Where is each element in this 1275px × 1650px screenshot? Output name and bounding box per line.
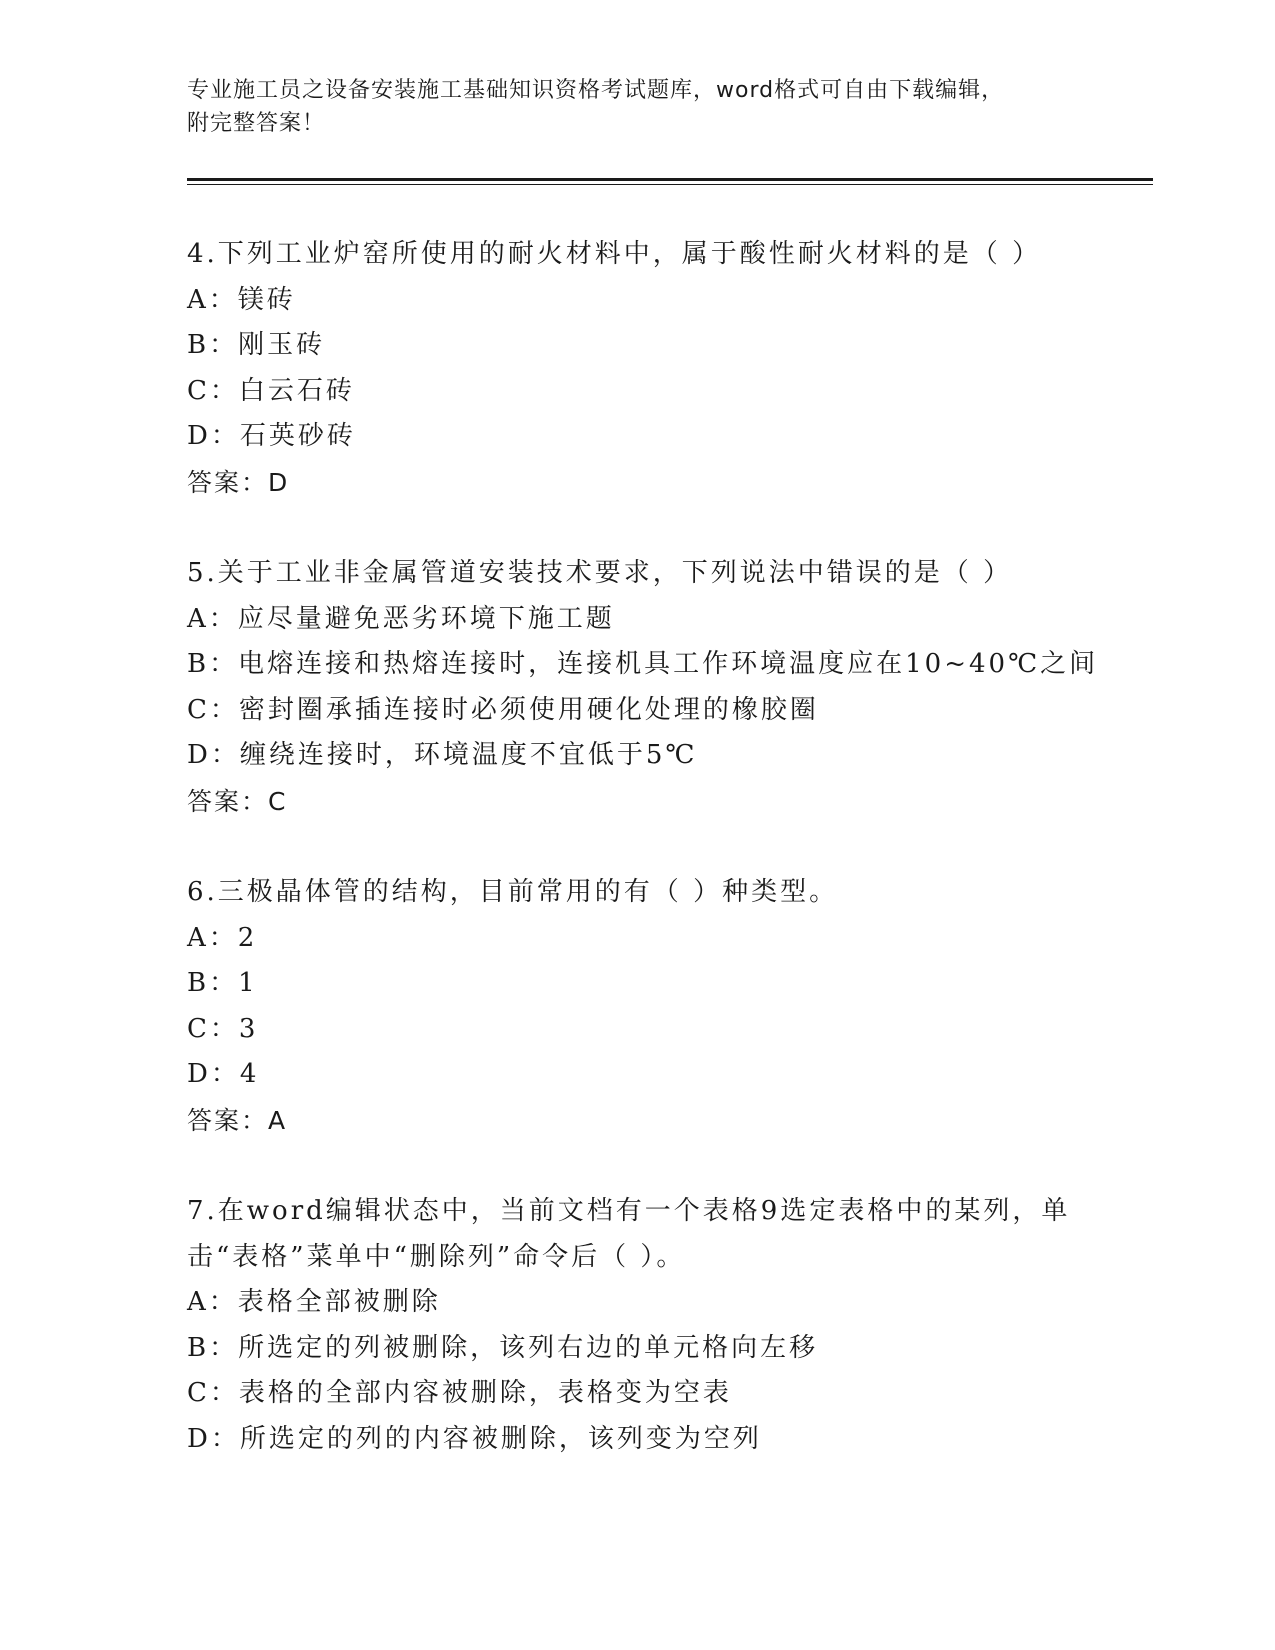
option-text: 应尽量避免恶劣环境下施工题	[237, 603, 615, 634]
option-text: 4	[239, 1059, 260, 1089]
option-a	[187, 597, 1087, 643]
question-6	[187, 870, 1087, 1143]
option-text: 2	[237, 922, 258, 953]
option-d	[187, 1052, 1087, 1098]
option-key: C：	[187, 694, 239, 725]
option-d	[187, 733, 1087, 779]
question-4	[187, 232, 1087, 505]
option-text: 表格全部被删除	[237, 1287, 441, 1317]
option-key: C：	[187, 375, 239, 406]
header-line-2: 附完整答案！	[187, 111, 326, 136]
option-key: B：	[187, 330, 239, 360]
option-b	[187, 961, 1087, 1007]
header-divider-thick	[187, 178, 1153, 181]
header-divider-thin	[187, 184, 1153, 185]
header-line-1: 专业施工员之设备安装施工基础知识资格考试题库，word格式可自由下载编辑，	[187, 78, 1005, 103]
question-7	[187, 1189, 1087, 1462]
option-text: 白云石砖	[238, 375, 355, 406]
option-d	[187, 414, 1087, 460]
option-key: D：	[187, 1423, 240, 1454]
option-key: A：	[187, 922, 238, 953]
question-stem: 6.三极晶体管的结构，目前常用的有（ ）种类型。	[187, 877, 839, 907]
option-text: 密封圈承插连接时必须使用硬化处理的橡胶圈	[238, 694, 819, 725]
option-text: 3	[238, 1013, 259, 1044]
option-key: C：	[187, 1013, 239, 1044]
answer-line: 答案：D	[187, 467, 290, 497]
question-5	[187, 551, 1099, 824]
option-text: 刚玉砖	[238, 330, 326, 360]
option-key: A：	[187, 603, 238, 634]
option-text: 电熔连接和热熔连接时，连接机具工作环境温度应在10~40℃之间	[238, 649, 1099, 679]
option-key: B：	[187, 968, 239, 998]
option-a	[187, 278, 1087, 324]
option-a	[187, 1280, 1087, 1326]
option-d	[187, 1417, 1087, 1463]
option-a	[187, 916, 1087, 962]
option-text: 表格的全部内容被删除，表格变为空表	[238, 1378, 732, 1408]
option-text: 所选定的列的内容被删除，该列变为空列	[239, 1423, 762, 1454]
option-b	[187, 323, 1087, 369]
option-text: 缠绕连接时，环境温度不宜低于5℃	[239, 740, 698, 770]
question-stem: 4.下列工业炉窑所使用的耐火材料中，属于酸性耐火材料的是（ ）	[187, 239, 1042, 269]
question-list	[187, 232, 1099, 1508]
option-c	[187, 1371, 1087, 1417]
option-c	[187, 688, 1087, 734]
option-key: A：	[187, 1287, 238, 1317]
option-key: D：	[187, 740, 240, 770]
option-key: B：	[187, 1332, 239, 1363]
answer-line: 答案：C	[187, 786, 288, 816]
question-stem: 5.关于工业非金属管道安装技术要求，下列说法中错误的是（ ）	[187, 558, 1013, 588]
option-b	[187, 642, 1099, 688]
option-key: D：	[187, 1059, 240, 1089]
option-key: C：	[187, 1378, 239, 1408]
option-c	[187, 369, 1087, 415]
option-text: 1	[238, 968, 258, 998]
question-stem-line-1: 7.在word编辑状态中，当前文档有一个表格9选定表格中的某列，单	[187, 1196, 1071, 1226]
option-key: A：	[187, 284, 238, 315]
answer-line: 答案：A	[187, 1105, 288, 1135]
option-key: D：	[187, 421, 240, 451]
document-header	[187, 74, 1067, 140]
question-stem-line-2: 击“表格”菜单中“删除列”命令后（ ）。	[187, 1241, 686, 1272]
option-text: 所选定的列被删除，该列右边的单元格向左移	[238, 1332, 819, 1363]
option-b	[187, 1326, 1087, 1372]
option-text: 石英砂砖	[239, 421, 356, 451]
option-c	[187, 1007, 1087, 1053]
option-text: 镁砖	[237, 284, 296, 315]
option-key: B：	[187, 649, 239, 679]
